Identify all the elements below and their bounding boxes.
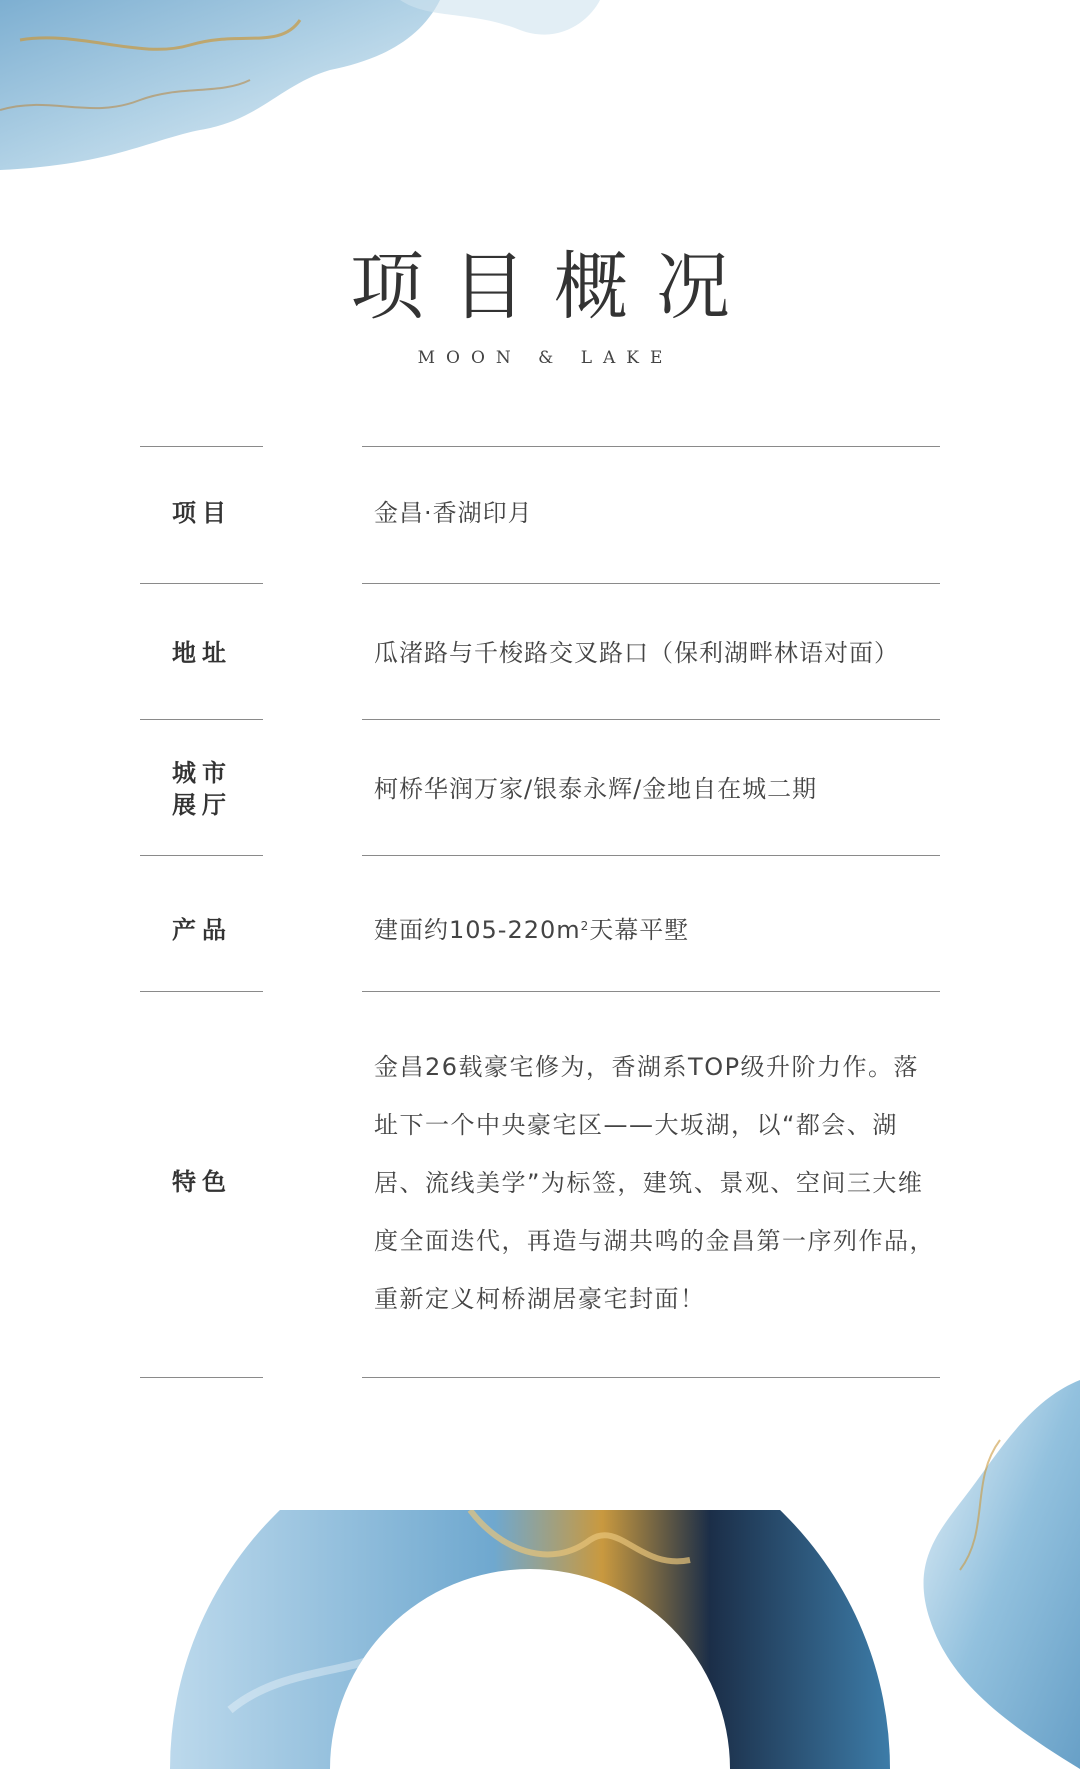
- divider: [362, 855, 940, 856]
- row-value-address: 瓜渚路与千梭路交叉路口（保利湖畔林语对面）: [374, 639, 899, 667]
- row-value-features: 金昌26载豪宅修为，香湖系TOP级升阶力作。落址下一个中央豪宅区——大坂湖，以“都会、湖居、流线美学”为标签，建筑、景观、空间三大维度全面迭代，再造与湖共鸣的金昌第一序列作品，重新定义柯桥湖居豪宅封面！: [374, 1053, 935, 1313]
- row-value-project: 金昌·香湖印月: [374, 499, 533, 527]
- divider: [362, 719, 940, 720]
- row-label-showroom-line2: 展厅: [172, 791, 232, 819]
- divider: [362, 446, 940, 447]
- page-subtitle: MOON & LAKE: [417, 348, 674, 368]
- divider: [140, 446, 263, 447]
- area-unit-superscript: 2: [580, 919, 590, 933]
- divider: [362, 1377, 940, 1378]
- row-value-product: [374, 914, 940, 946]
- product-type: 天幕平墅: [589, 916, 690, 944]
- watercolor-right-decoration: [850, 1360, 1080, 1769]
- row-label-showroom-line1: 城市: [172, 759, 232, 787]
- row-value-showroom: 柯桥华润万家/银泰永辉/金地自在城二期: [374, 775, 818, 803]
- watercolor-ring-decoration: [170, 1510, 890, 1769]
- divider: [140, 583, 263, 584]
- row-label-product: 产品: [172, 916, 232, 944]
- divider: [140, 991, 263, 992]
- divider: [362, 583, 940, 584]
- product-area: 建面约105-220m: [374, 916, 581, 944]
- row-label-address: 地址: [172, 639, 232, 667]
- watercolor-top-decoration: [0, 0, 600, 175]
- divider: [140, 855, 263, 856]
- divider: [362, 991, 940, 992]
- divider: [140, 1377, 263, 1378]
- page-title: 项目概况: [350, 244, 758, 330]
- divider: [140, 719, 263, 720]
- row-label-features: 特色: [172, 1168, 232, 1196]
- row-label-project: 项目: [172, 499, 232, 527]
